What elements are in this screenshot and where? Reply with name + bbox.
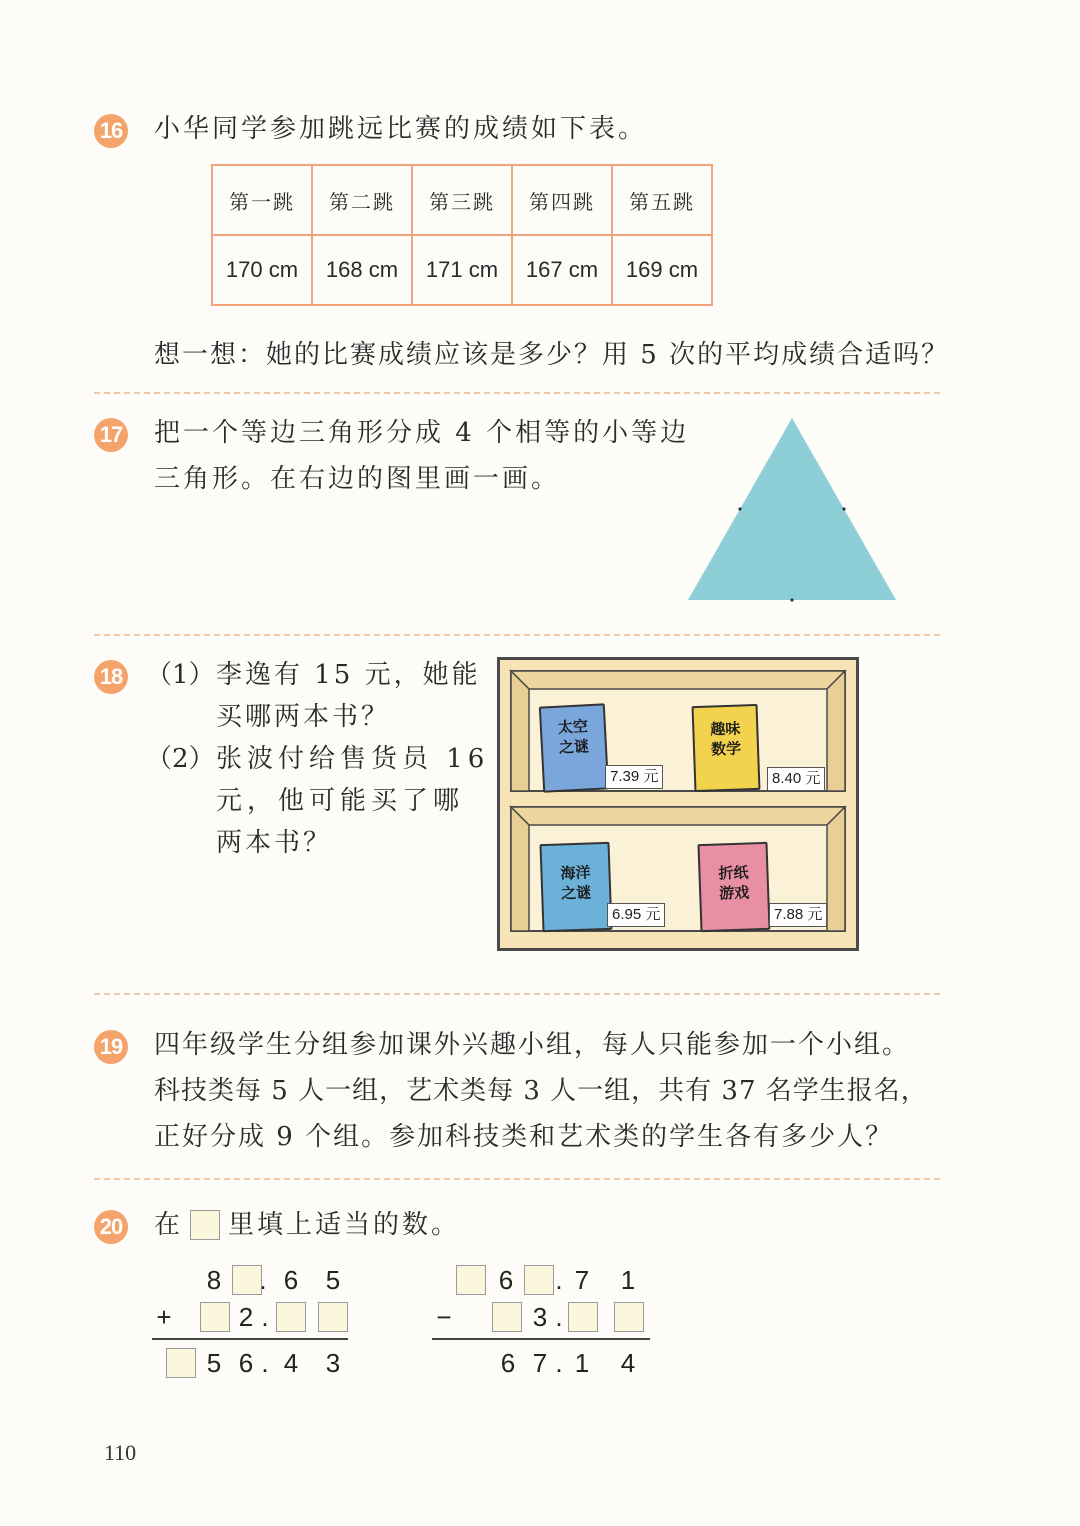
decimal-point: .	[555, 1348, 563, 1378]
digit: 5	[325, 1265, 341, 1295]
page-number: 110	[104, 1440, 137, 1465]
decimal-point: .	[261, 1302, 269, 1332]
digit: 6	[500, 1348, 516, 1378]
decimal-point: .	[261, 1348, 269, 1378]
digit: 6	[283, 1265, 299, 1295]
book-title-line: 之谜	[558, 737, 590, 757]
midpoint-dot	[842, 507, 845, 510]
digit: 3	[325, 1348, 341, 1378]
sample-blank-box	[190, 1210, 220, 1240]
question-18-part1-line1: 李逸有 15 元，她能	[216, 660, 481, 690]
question-18-part1-label: （1）	[146, 660, 215, 690]
table-cell: 169 cm	[612, 235, 712, 305]
answer-blank[interactable]	[524, 1265, 554, 1295]
section-divider	[94, 634, 940, 636]
midpoint-dot	[790, 598, 793, 601]
question-19-line1: 四年级学生分组参加课外兴趣小组，每人只能参加一个小组。	[154, 1030, 911, 1060]
question-20-pre: 在	[154, 1210, 184, 1240]
book-title-line: 海洋	[560, 863, 591, 883]
question-18-part2-line3: 两本书？	[216, 828, 333, 858]
price-tag: 7.39 元	[605, 765, 663, 789]
digit: 1	[620, 1265, 636, 1295]
answer-blank[interactable]	[166, 1348, 196, 1378]
book-fun-math	[692, 704, 761, 792]
digit: 4	[283, 1348, 299, 1378]
digit: 7	[574, 1265, 590, 1295]
table-header-row	[212, 165, 712, 235]
section-divider	[94, 1178, 940, 1180]
digit: 3	[532, 1302, 548, 1332]
equilateral-triangle	[684, 414, 900, 604]
question-number-18: 18	[94, 660, 128, 694]
decimal-point: .	[555, 1265, 563, 1295]
answer-blank[interactable]	[492, 1302, 522, 1332]
table-header-cell: 第二跳	[312, 165, 412, 235]
question-number-17: 17	[94, 418, 128, 452]
digit: 6	[498, 1265, 514, 1295]
question-18-part1-line2: 买哪两本书？	[216, 702, 391, 732]
book-space-mystery	[539, 703, 609, 792]
table-cell: 170 cm	[212, 235, 312, 305]
plus-sign: +	[156, 1302, 172, 1332]
question-number-19: 19	[94, 1030, 128, 1064]
digit: 7	[532, 1348, 548, 1378]
section-divider	[94, 993, 940, 995]
table-header-cell: 第一跳	[212, 165, 312, 235]
answer-blank[interactable]	[318, 1302, 348, 1332]
answer-blank[interactable]	[200, 1302, 230, 1332]
book-title-line: 太空	[557, 717, 589, 737]
section-divider	[94, 392, 940, 394]
book-title-line: 之谜	[560, 883, 592, 903]
book-title-line: 游戏	[718, 883, 750, 903]
book-title-line: 趣味	[710, 719, 741, 739]
minus-sign: −	[436, 1302, 452, 1332]
digit: 1	[574, 1348, 590, 1378]
book-title-line: 数学	[710, 739, 742, 759]
answer-blank[interactable]	[276, 1302, 306, 1332]
price-tag: 8.40 元	[767, 767, 825, 791]
bookshelf-illustration	[497, 657, 859, 951]
table-cell: 168 cm	[312, 235, 412, 305]
question-17-line1: 把一个等边三角形分成 4 个相等的小等边	[154, 418, 690, 448]
midpoint-dot	[738, 507, 741, 510]
answer-blank[interactable]	[568, 1302, 598, 1332]
question-19-line3: 正好分成 9 个组。参加科技类和艺术类的学生各有多少人？	[154, 1122, 894, 1152]
book-origami-games	[697, 842, 770, 932]
table-header-cell: 第五跳	[612, 165, 712, 235]
decimal-point: .	[555, 1302, 563, 1332]
question-18-part2-line1: 张波付给售货员 16	[216, 744, 490, 774]
question-19-line2: 科技类每 5 人一组，艺术类每 3 人一组，共有 37 名学生报名，	[154, 1076, 928, 1106]
book-title-line: 折纸	[718, 863, 749, 883]
question-18-part2-line2: 元，他可能买了哪	[216, 786, 465, 816]
table-row	[212, 235, 712, 305]
decimal-point: .	[259, 1265, 267, 1295]
digit: 5	[206, 1348, 222, 1378]
table-cell: 167 cm	[512, 235, 612, 305]
digit: 6	[238, 1348, 254, 1378]
question-number-20: 20	[94, 1210, 128, 1244]
digit: 2	[238, 1302, 254, 1332]
digit: 8	[206, 1265, 222, 1295]
answer-blank[interactable]	[614, 1302, 644, 1332]
table-cell: 171 cm	[412, 235, 512, 305]
question-16-text: 小华同学参加跳远比赛的成绩如下表。	[154, 114, 648, 144]
price-tag: 6.95 元	[607, 903, 665, 927]
table-header-cell: 第四跳	[512, 165, 612, 235]
question-20-post: 里填上适当的数。	[228, 1210, 461, 1240]
jump-results-table	[211, 164, 713, 306]
price-tag: 7.88 元	[769, 903, 827, 927]
question-18-part2-label: （2）	[146, 744, 215, 774]
question-16-think: 想一想：她的比赛成绩应该是多少？用 5 次的平均成绩合适吗？	[154, 340, 950, 370]
table-header-cell: 第三跳	[412, 165, 512, 235]
answer-blank[interactable]	[456, 1265, 486, 1295]
question-17-line2: 三角形。在右边的图里画一画。	[154, 464, 561, 494]
digit: 4	[620, 1348, 636, 1378]
book-ocean-mystery	[539, 842, 612, 932]
difference-line	[432, 1338, 650, 1340]
question-number-16: 16	[94, 114, 128, 148]
sum-line	[152, 1338, 348, 1340]
triangle-shape	[688, 418, 896, 600]
